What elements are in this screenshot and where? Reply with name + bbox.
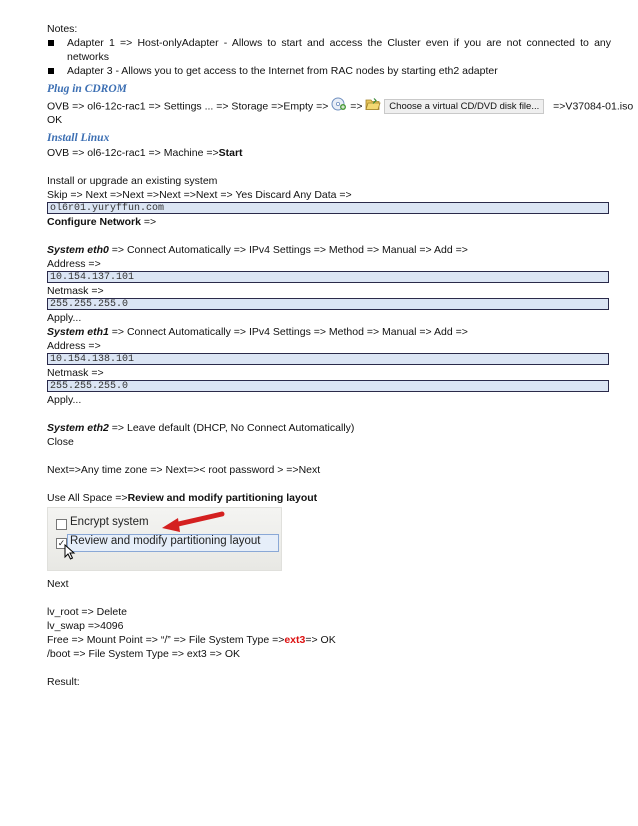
install-path-line: OVB => ol6-12c-rac1 => Machine =>Start bbox=[47, 147, 243, 159]
notes-label: Notes: bbox=[47, 23, 78, 35]
hostname-value: ol6r01.yuryffun.com bbox=[47, 202, 609, 214]
mouse-cursor-icon bbox=[64, 544, 76, 560]
cd-add-icon bbox=[331, 97, 347, 116]
lv-root-line: lv_root => Delete bbox=[47, 606, 127, 618]
folder-open-icon bbox=[365, 97, 381, 116]
eth0-address-label: Address => bbox=[47, 258, 101, 270]
section-heading-cdrom: Plug in CDROM bbox=[47, 83, 127, 95]
cdrom-ok: OK bbox=[47, 114, 63, 126]
section-heading-install: Install Linux bbox=[47, 132, 110, 144]
review-partition-checkbox: ✓ bbox=[57, 538, 66, 548]
note-item: Adapter 1 => Host-onlyAdapter - Allows to start and access the Cluster even if you are not connected to any networks bbox=[47, 36, 611, 64]
free-mount-line: Free => Mount Point => “/” => File System Type =>ext3=> OK bbox=[47, 634, 336, 646]
partition-line: Use All Space =>Review and modify partitioning layout bbox=[47, 492, 318, 504]
review-partition-label: Review and modify partitioning layout bbox=[70, 535, 261, 547]
install-option: Install or upgrade an existing system bbox=[47, 175, 218, 187]
eth1-netmask-value: 255.255.255.0 bbox=[47, 380, 609, 392]
eth0-netmask-label: Netmask => bbox=[47, 285, 104, 297]
timezone-password-line: Next=>Any time zone => Next=>< root password > =>Next bbox=[47, 464, 321, 476]
eth0-apply: Apply... bbox=[47, 312, 82, 324]
encrypt-system-label: Encrypt system bbox=[70, 516, 149, 528]
eth1-line: System eth1 => Connect Automatically => IPv4 Settings => Method => Manual => Add => bbox=[47, 326, 468, 338]
partition-options-screenshot bbox=[47, 507, 282, 571]
skip-line: Skip => Next =>Next =>Next =>Next => Yes Discard Any Data => bbox=[47, 189, 352, 201]
lv-swap-line: lv_swap =>4096 bbox=[47, 620, 124, 632]
cdrom-path-line: OVB => ol6-12c-rac1 => Settings ... => Storage =>Empty => => Choose a virtual CD/DVD disk file... =>V37084-01.iso bbox=[47, 97, 611, 113]
eth1-address-label: Address => bbox=[47, 340, 101, 352]
eth1-apply: Apply... bbox=[47, 394, 82, 406]
configure-network-line: Configure Network => bbox=[47, 216, 157, 228]
square-bullet-icon bbox=[48, 40, 54, 46]
note-item: Adapter 3 - Allows you to get access to the Internet from RAC nodes by starting eth2 adapter bbox=[47, 64, 611, 78]
eth2-line: System eth2 => Leave default (DHCP, No Connect Automatically) bbox=[47, 422, 355, 434]
document-page bbox=[47, 22, 634, 689]
choose-dvd-file-menu-item: Choose a virtual CD/DVD disk file... bbox=[384, 99, 544, 114]
encrypt-system-checkbox bbox=[56, 519, 67, 530]
square-bullet-icon bbox=[48, 68, 54, 74]
eth0-address-value: 10.154.137.101 bbox=[47, 271, 609, 283]
red-arrow-icon bbox=[156, 510, 226, 536]
partition-next: Next bbox=[47, 578, 69, 590]
eth0-netmask-value: 255.255.255.0 bbox=[47, 298, 609, 310]
eth1-address-value: 10.154.138.101 bbox=[47, 353, 609, 365]
boot-line: /boot => File System Type => ext3 => OK bbox=[47, 648, 240, 660]
eth2-close: Close bbox=[47, 436, 74, 448]
eth1-netmask-label: Netmask => bbox=[47, 367, 104, 379]
result-label: Result: bbox=[47, 676, 80, 688]
eth0-line: System eth0 => Connect Automatically => IPv4 Settings => Method => Manual => Add => bbox=[47, 244, 468, 256]
